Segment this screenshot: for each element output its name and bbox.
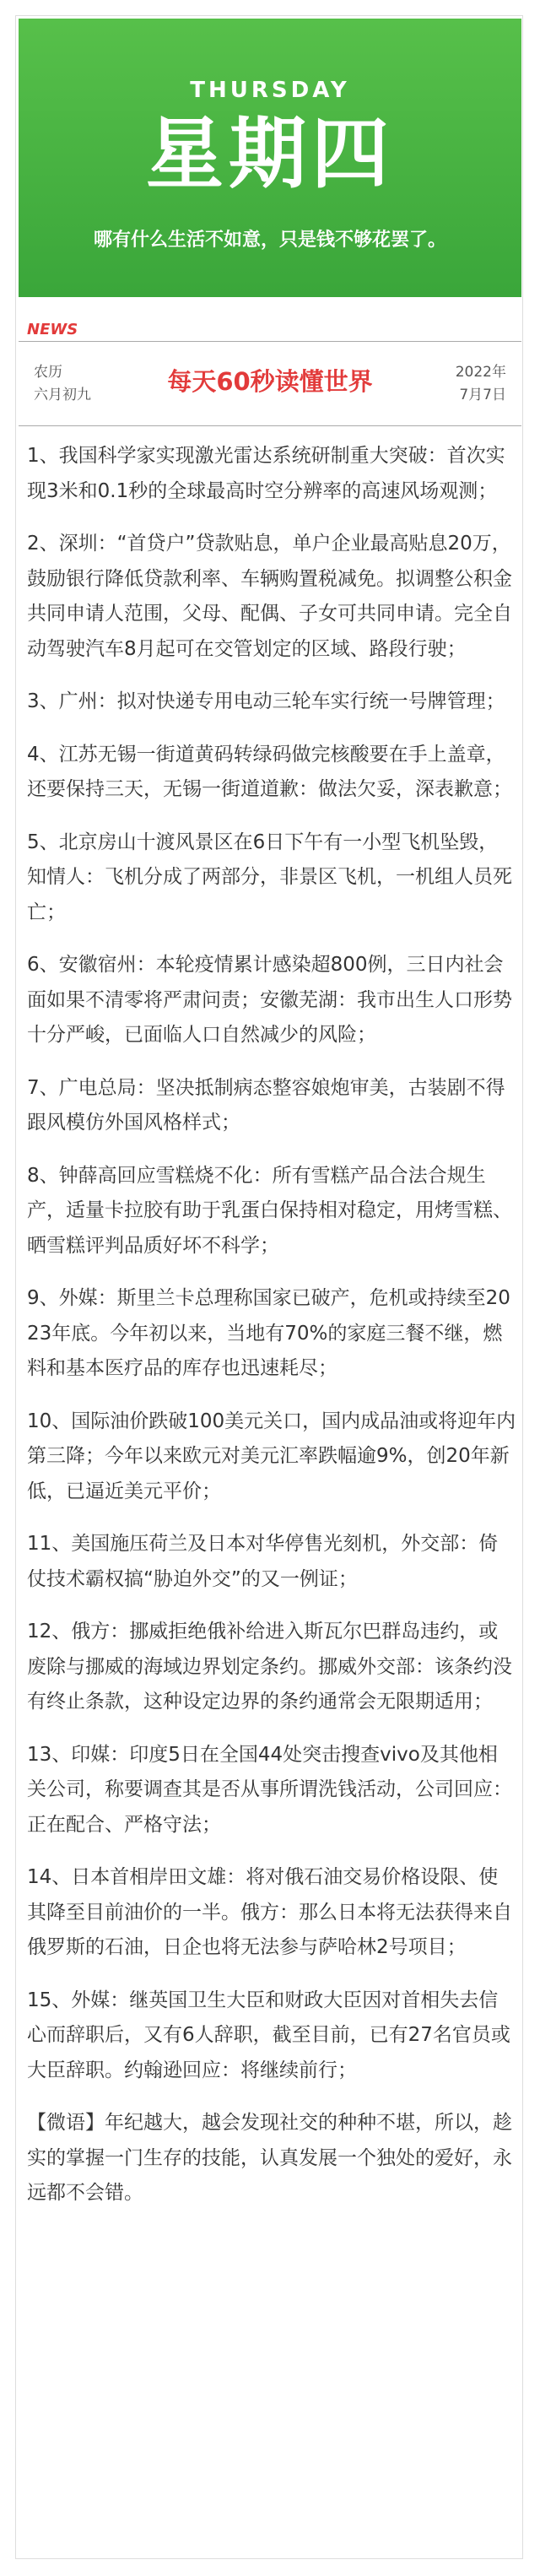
- news-list: [27, 439, 516, 2229]
- lunar-label: 农历: [34, 364, 62, 381]
- news-item: 3、广州：拟对快递专用电动三轮车实行统一号牌管理；: [27, 690, 505, 712]
- page-title: 每天60秒读懂世界: [167, 367, 373, 396]
- weekday-english: THURSDAY: [190, 78, 350, 103]
- news-item: 11、美国施压荷兰及日本对华停售光刻机，外交部：倚仗技术霸权搞“胁迫外交”的又一例证；: [27, 1533, 499, 1590]
- divider-bottom: [19, 425, 521, 426]
- gregorian-date: [456, 361, 506, 407]
- news-item: 10、国际油价跌破100美元关口，国内成品油或将迎年内第三降；今年以来欧元对美元汇率跌幅逾9%，创20年新低，已逼近美元平价；: [27, 1410, 516, 1502]
- divider-top: [19, 341, 521, 342]
- news-item: 5、北京房山十渡风景区在6日下午有一小型飞机坠毁，知情人：飞机分成了两部分，非景区飞机，一机组人员死亡；: [27, 831, 512, 923]
- news-item: 1、我国科学家实现激光雷达系统研制重大突破：首次实现3米和0.1秒的全球最高时空分辨率的高速风场观测；: [27, 445, 505, 502]
- news-item: 6、安徽宿州：本轮疫情累计感染超800例，三日内社会面如果不清零将严肃问责；安徽芜湖：我市出生人口形势十分严峻，已面临人口自然减少的风险；: [27, 954, 512, 1046]
- header-banner: [19, 19, 521, 297]
- news-item: 4、江苏无锡一街道黄码转绿码做完核酸要在手上盖章，还要保持三天，无锡一街道道歉：做法欠妥，深表歉意；: [27, 743, 512, 800]
- news-item: 15、外媒：继英国卫生大臣和财政大臣因对首相失去信心而辞职后，又有6人辞职，截至目前，已有27名官员或大臣辞职。约翰逊回应：将继续前行；: [27, 1989, 510, 2081]
- motto: 哪有什么生活不如意，只是钱不够花罢了。: [93, 230, 446, 251]
- news-item: 8、钟薛高回应雪糕烧不化：所有雪糕产品合法合规生产，适量卡拉胶有助于乳蛋白保持相对稳定，用烤雪糕、晒雪糕评判品质好坏不科学；: [27, 1164, 512, 1257]
- news-item: 2、深圳：“首贷户”贷款贴息，单户企业最高贴息20万，鼓励银行降低贷款利率、车辆购置税减免。拟调整公积金共同申请人范围，父母、配偶、子女可共同申请。完全自动驾驶汽车8月起可在交管划定的区域、路段行驶；: [27, 533, 512, 660]
- news-item: 9、外媒：斯里兰卡总理称国家已破产，危机或持续至2023年底。今年初以来，当地有70%的家庭三餐不继，燃料和基本医疗品的库存也迅速耗尽；: [27, 1287, 510, 1379]
- weekday-chinese: 星期四: [145, 109, 394, 199]
- date-month-day: 7月7日: [459, 387, 506, 403]
- news-item: 12、俄方：挪威拒绝俄补给进入斯瓦尔巴群岛违约，或废除与挪威的海域边界划定条约。挪威外交部：该条约没有终止条款，这种设定边界的条约通常会无限期适用；: [27, 1621, 512, 1713]
- daily-quote: 【微语】年纪越大，越会发现社交的种种不堪，所以，趁实的掌握一门生存的技能，认真发展一个独处的爱好，永远都不会错。: [27, 2112, 512, 2204]
- lunar-day: 六月初九: [34, 387, 91, 403]
- date-year: 2022年: [455, 364, 506, 381]
- news-item: 7、广电总局：坚决抵制病态整容娘炮审美，古装剧不得跟风模仿外国风格样式；: [27, 1076, 505, 1134]
- news-item: 14、日本首相岸田文雄：将对俄石油交易价格设限、使其降至目前油价的一半。俄方：那么日本将无法获得来自俄罗斯的石油，日企也将无法参与萨哈林2号项目；: [27, 1866, 512, 1958]
- news-label: NEWS: [27, 321, 78, 338]
- news-item: 13、印媒：印度5日在全国44处突击搜查vivo及其他相关公司，称要调查其是否从事所谓洗钱活动，公司回应：正在配合、严格守法；: [27, 1743, 512, 1836]
